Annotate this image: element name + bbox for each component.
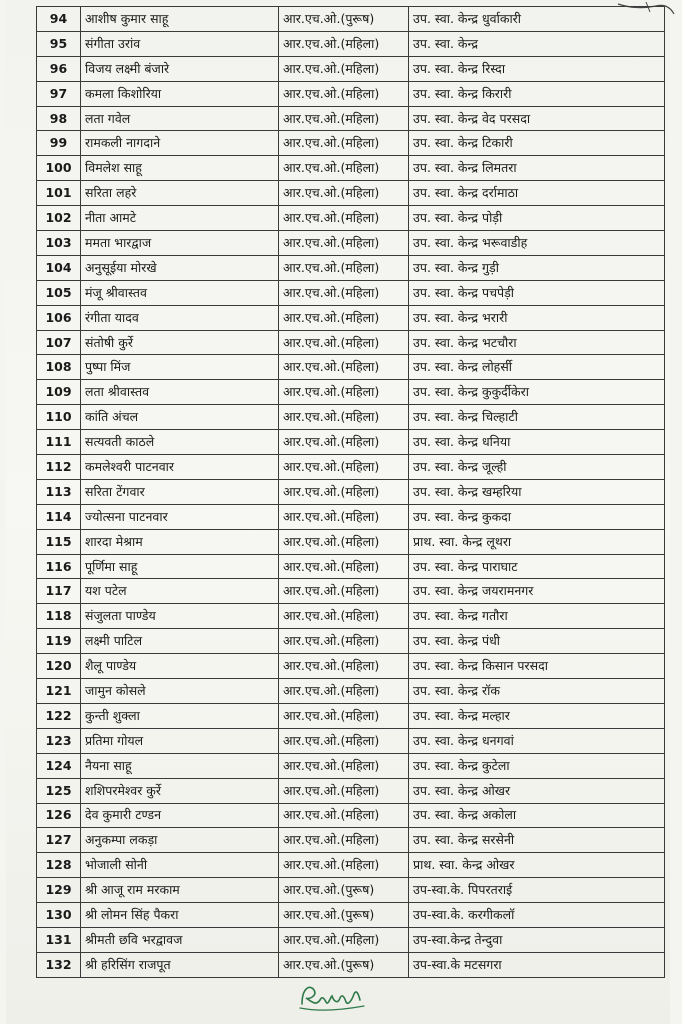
serial-number-cell: 118 [37, 604, 81, 629]
employee-name-cell: संतोषी कुर्रे [81, 330, 279, 355]
serial-number-cell: 128 [37, 853, 81, 878]
employee-name-cell: रंगीता यादव [81, 305, 279, 330]
serial-number-cell: 98 [37, 106, 81, 131]
table-row [37, 828, 665, 853]
posting-place-cell: उप. स्वा. केन्द्र कुकुर्दीकेरा [409, 380, 665, 405]
post-designation-cell: आर.एच.ओ.(महिला) [279, 654, 409, 679]
table-row [37, 878, 665, 903]
table-row [37, 803, 665, 828]
serial-number-cell: 99 [37, 131, 81, 156]
table-row [37, 529, 665, 554]
table-row [37, 330, 665, 355]
table-row [37, 181, 665, 206]
serial-number-cell: 119 [37, 629, 81, 654]
post-designation-cell: आर.एच.ओ.(महिला) [279, 305, 409, 330]
serial-number-cell: 129 [37, 878, 81, 903]
table-row [37, 156, 665, 181]
employee-name-cell: विजय लक्ष्मी बंजारे [81, 56, 279, 81]
document-page [6, 0, 670, 1024]
table-row [37, 81, 665, 106]
posting-place-cell: उप. स्वा. केन्द्र [409, 31, 665, 56]
employee-name-cell: यश पटेल [81, 579, 279, 604]
posting-place-cell: उप-स्वा.के मटसगरा [409, 952, 665, 977]
posting-place-cell: उप. स्वा. केन्द्र अकोला [409, 803, 665, 828]
employee-name-cell: पुष्पा मिंज [81, 355, 279, 380]
table-row [37, 679, 665, 704]
post-designation-cell: आर.एच.ओ.(महिला) [279, 504, 409, 529]
posting-place-cell: उप. स्वा. केन्द्र पचपेड़ी [409, 280, 665, 305]
employee-name-cell: आशीष कुमार साहू [81, 7, 279, 32]
post-designation-cell: आर.एच.ओ.(महिला) [279, 255, 409, 280]
employee-name-cell: अनुसूईया मोरखे [81, 255, 279, 280]
serial-number-cell: 102 [37, 206, 81, 231]
employee-name-cell: श्री आजू राम मरकाम [81, 878, 279, 903]
posting-place-cell: उप. स्वा. केन्द्र पंधी [409, 629, 665, 654]
posting-place-cell: उप. स्वा. केन्द्र टिकारी [409, 131, 665, 156]
posting-place-cell: उप. स्वा. केन्द्र गतौरा [409, 604, 665, 629]
post-designation-cell: आर.एच.ओ.(महिला) [279, 927, 409, 952]
posting-place-cell: उप. स्वा. केन्द्र भरारी [409, 305, 665, 330]
posting-place-cell: उप. स्वा. केन्द्र गुड़ी [409, 255, 665, 280]
serial-number-cell: 110 [37, 405, 81, 430]
post-designation-cell: आर.एच.ओ.(महिला) [279, 529, 409, 554]
post-designation-cell: आर.एच.ओ.(महिला) [279, 853, 409, 878]
table-row [37, 853, 665, 878]
post-designation-cell: आर.एच.ओ.(महिला) [279, 56, 409, 81]
table-row [37, 430, 665, 455]
table-row [37, 778, 665, 803]
posting-place-cell: उप. स्वा. केन्द्र खम्हरिया [409, 479, 665, 504]
post-designation-cell: आर.एच.ओ.(महिला) [279, 206, 409, 231]
employee-name-cell: मंजू श्रीवास्तव [81, 280, 279, 305]
posting-place-cell: उप. स्वा. केन्द्र रिस्दा [409, 56, 665, 81]
table-row [37, 753, 665, 778]
post-designation-cell: आर.एच.ओ.(महिला) [279, 405, 409, 430]
posting-place-cell: उप. स्वा. केन्द्र भरूवाडीह [409, 231, 665, 256]
posting-place-cell: उप. स्वा. केन्द्र ओखर [409, 778, 665, 803]
posting-place-cell: उप. स्वा. केन्द्र मल्हार [409, 703, 665, 728]
post-designation-cell: आर.एच.ओ.(महिला) [279, 728, 409, 753]
posting-place-cell: उप. स्वा. केन्द्र चिल्हाटी [409, 405, 665, 430]
post-designation-cell: आर.एच.ओ.(पुरूष) [279, 7, 409, 32]
post-designation-cell: आर.एच.ओ.(महिला) [279, 455, 409, 480]
employee-name-cell: लक्ष्मी पाटिल [81, 629, 279, 654]
employee-name-cell: प्रतिमा गोयल [81, 728, 279, 753]
serial-number-cell: 120 [37, 654, 81, 679]
table-row [37, 231, 665, 256]
serial-number-cell: 100 [37, 156, 81, 181]
table-row [37, 131, 665, 156]
posting-place-cell: उप. स्वा. केन्द्र धनगवां [409, 728, 665, 753]
post-designation-cell: आर.एच.ओ.(महिला) [279, 131, 409, 156]
serial-number-cell: 131 [37, 927, 81, 952]
post-designation-cell: आर.एच.ओ.(महिला) [279, 679, 409, 704]
employee-name-cell: लता श्रीवास्तव [81, 380, 279, 405]
table-row [37, 479, 665, 504]
employee-name-cell: शारदा मेश्राम [81, 529, 279, 554]
table-row [37, 380, 665, 405]
posting-place-cell: उप. स्वा. केन्द्र वेद परसदा [409, 106, 665, 131]
staff-posting-table [36, 6, 665, 978]
serial-number-cell: 105 [37, 280, 81, 305]
serial-number-cell: 103 [37, 231, 81, 256]
serial-number-cell: 113 [37, 479, 81, 504]
posting-place-cell: उप-स्वा.के. पिपरतराई [409, 878, 665, 903]
posting-place-cell: उप. स्वा. केन्द्र पोड़ी [409, 206, 665, 231]
table-row [37, 952, 665, 977]
posting-place-cell: उप. स्वा. केन्द्र किरारी [409, 81, 665, 106]
posting-place-cell: प्राथ. स्वा. केन्द्र ओखर [409, 853, 665, 878]
table-row [37, 106, 665, 131]
employee-name-cell: ममता भारद्वाज [81, 231, 279, 256]
table-row [37, 579, 665, 604]
table-row [37, 455, 665, 480]
posting-place-cell: उप. स्वा. केन्द्र किसान परसदा [409, 654, 665, 679]
employee-name-cell: शैलू पाण्डेय [81, 654, 279, 679]
posting-place-cell: उप. स्वा. केन्द्र लोहर्सी [409, 355, 665, 380]
post-designation-cell: आर.एच.ओ.(महिला) [279, 703, 409, 728]
table-row [37, 7, 665, 32]
employee-name-cell: लता गवेल [81, 106, 279, 131]
employee-name-cell: विमलेश साहू [81, 156, 279, 181]
post-designation-cell: आर.एच.ओ.(महिला) [279, 430, 409, 455]
post-designation-cell: आर.एच.ओ.(महिला) [279, 156, 409, 181]
serial-number-cell: 117 [37, 579, 81, 604]
post-designation-cell: आर.एच.ओ.(महिला) [279, 803, 409, 828]
table-row [37, 903, 665, 928]
employee-name-cell: सरिता लहरे [81, 181, 279, 206]
employee-name-cell: रामकली नागदाने [81, 131, 279, 156]
employee-name-cell: ज्योत्सना पाटनवार [81, 504, 279, 529]
table-row [37, 703, 665, 728]
post-designation-cell: आर.एच.ओ.(महिला) [279, 355, 409, 380]
employee-name-cell: जामुन कोसले [81, 679, 279, 704]
serial-number-cell: 132 [37, 952, 81, 977]
employee-name-cell: श्रीमती छवि भरद्वावज [81, 927, 279, 952]
post-designation-cell: आर.एच.ओ.(महिला) [279, 753, 409, 778]
serial-number-cell: 124 [37, 753, 81, 778]
serial-number-cell: 126 [37, 803, 81, 828]
post-designation-cell: आर.एच.ओ.(महिला) [279, 280, 409, 305]
table-row [37, 56, 665, 81]
posting-place-cell: उप-स्वा.के. करगीकलॉ [409, 903, 665, 928]
serial-number-cell: 95 [37, 31, 81, 56]
serial-number-cell: 127 [37, 828, 81, 853]
table-row [37, 927, 665, 952]
employee-name-cell: देव कुमारी टण्डन [81, 803, 279, 828]
table-row [37, 206, 665, 231]
post-designation-cell: आर.एच.ओ.(पुरूष) [279, 903, 409, 928]
posting-place-cell: उप. स्वा. केन्द्र पाराघाट [409, 554, 665, 579]
serial-number-cell: 94 [37, 7, 81, 32]
post-designation-cell: आर.एच.ओ.(महिला) [279, 554, 409, 579]
post-designation-cell: आर.एच.ओ.(पुरूष) [279, 878, 409, 903]
table-row [37, 355, 665, 380]
table-row [37, 280, 665, 305]
employee-name-cell: श्री हरिसिंग राजपूत [81, 952, 279, 977]
serial-number-cell: 96 [37, 56, 81, 81]
serial-number-cell: 112 [37, 455, 81, 480]
posting-place-cell: उप-स्वा.केन्द्र तेन्दुवा [409, 927, 665, 952]
posting-place-cell: उप. स्वा. केन्द्र लिमतरा [409, 156, 665, 181]
employee-name-cell: भोजाली सोनी [81, 853, 279, 878]
post-designation-cell: आर.एच.ओ.(महिला) [279, 31, 409, 56]
employee-name-cell: अनुकम्पा लकड़ा [81, 828, 279, 853]
employee-name-cell: सत्यवती काठले [81, 430, 279, 455]
posting-place-cell: प्राथ. स्वा. केन्द्र लूथरा [409, 529, 665, 554]
table-row [37, 654, 665, 679]
table-row [37, 255, 665, 280]
serial-number-cell: 101 [37, 181, 81, 206]
post-designation-cell: आर.एच.ओ.(महिला) [279, 828, 409, 853]
posting-place-cell: उप. स्वा. केन्द्र सरसेनी [409, 828, 665, 853]
employee-name-cell: संगीता उरांव [81, 31, 279, 56]
table-body [37, 7, 665, 978]
employee-name-cell: संजुलता पाण्डेय [81, 604, 279, 629]
serial-number-cell: 122 [37, 703, 81, 728]
table-row [37, 728, 665, 753]
serial-number-cell: 116 [37, 554, 81, 579]
table-row [37, 305, 665, 330]
table-row [37, 604, 665, 629]
employee-name-cell: कमला किशोरिया [81, 81, 279, 106]
employee-name-cell: सरिता टेंगवार [81, 479, 279, 504]
posting-place-cell: उप. स्वा. केन्द्र धुर्वाकारी [409, 7, 665, 32]
employee-name-cell: कुन्ती शुक्ला [81, 703, 279, 728]
handwritten-signature [296, 978, 368, 1012]
table-row [37, 405, 665, 430]
post-designation-cell: आर.एच.ओ.(महिला) [279, 181, 409, 206]
serial-number-cell: 115 [37, 529, 81, 554]
post-designation-cell: आर.एच.ओ.(महिला) [279, 231, 409, 256]
serial-number-cell: 108 [37, 355, 81, 380]
table-row [37, 554, 665, 579]
table-row [37, 629, 665, 654]
serial-number-cell: 104 [37, 255, 81, 280]
employee-name-cell: कांति अंचल [81, 405, 279, 430]
serial-number-cell: 106 [37, 305, 81, 330]
posting-place-cell: उप. स्वा. केन्द्र भटचौरा [409, 330, 665, 355]
serial-number-cell: 107 [37, 330, 81, 355]
table-row [37, 504, 665, 529]
employee-name-cell: नैयना साहू [81, 753, 279, 778]
post-designation-cell: आर.एच.ओ.(महिला) [279, 778, 409, 803]
post-designation-cell: आर.एच.ओ.(महिला) [279, 106, 409, 131]
serial-number-cell: 121 [37, 679, 81, 704]
employee-name-cell: पूर्णिमा साहू [81, 554, 279, 579]
serial-number-cell: 111 [37, 430, 81, 455]
post-designation-cell: आर.एच.ओ.(पुरूष) [279, 952, 409, 977]
serial-number-cell: 130 [37, 903, 81, 928]
post-designation-cell: आर.एच.ओ.(महिला) [279, 81, 409, 106]
employee-name-cell: शशिपरमेश्वर कुर्रे [81, 778, 279, 803]
posting-place-cell: उप. स्वा. केन्द्र रॉक [409, 679, 665, 704]
post-designation-cell: आर.एच.ओ.(महिला) [279, 380, 409, 405]
posting-place-cell: उप. स्वा. केन्द्र जयरामनगर [409, 579, 665, 604]
post-designation-cell: आर.एच.ओ.(महिला) [279, 629, 409, 654]
serial-number-cell: 123 [37, 728, 81, 753]
employee-name-cell: नीता आमटे [81, 206, 279, 231]
post-designation-cell: आर.एच.ओ.(महिला) [279, 479, 409, 504]
post-designation-cell: आर.एच.ओ.(महिला) [279, 579, 409, 604]
posting-place-cell: उप. स्वा. केन्द्र कुकदा [409, 504, 665, 529]
serial-number-cell: 114 [37, 504, 81, 529]
posting-place-cell: उप. स्वा. केन्द्र कुटेला [409, 753, 665, 778]
post-designation-cell: आर.एच.ओ.(महिला) [279, 604, 409, 629]
posting-place-cell: उप. स्वा. केन्द्र दर्रामाठा [409, 181, 665, 206]
serial-number-cell: 125 [37, 778, 81, 803]
post-designation-cell: आर.एच.ओ.(महिला) [279, 330, 409, 355]
posting-place-cell: उप. स्वा. केन्द्र धनिया [409, 430, 665, 455]
table-row [37, 31, 665, 56]
serial-number-cell: 109 [37, 380, 81, 405]
serial-number-cell: 97 [37, 81, 81, 106]
employee-name-cell: श्री लोमन सिंह पैकरा [81, 903, 279, 928]
posting-place-cell: उप. स्वा. केन्द्र जूल्ही [409, 455, 665, 480]
employee-name-cell: कमलेश्वरी पाटनवार [81, 455, 279, 480]
